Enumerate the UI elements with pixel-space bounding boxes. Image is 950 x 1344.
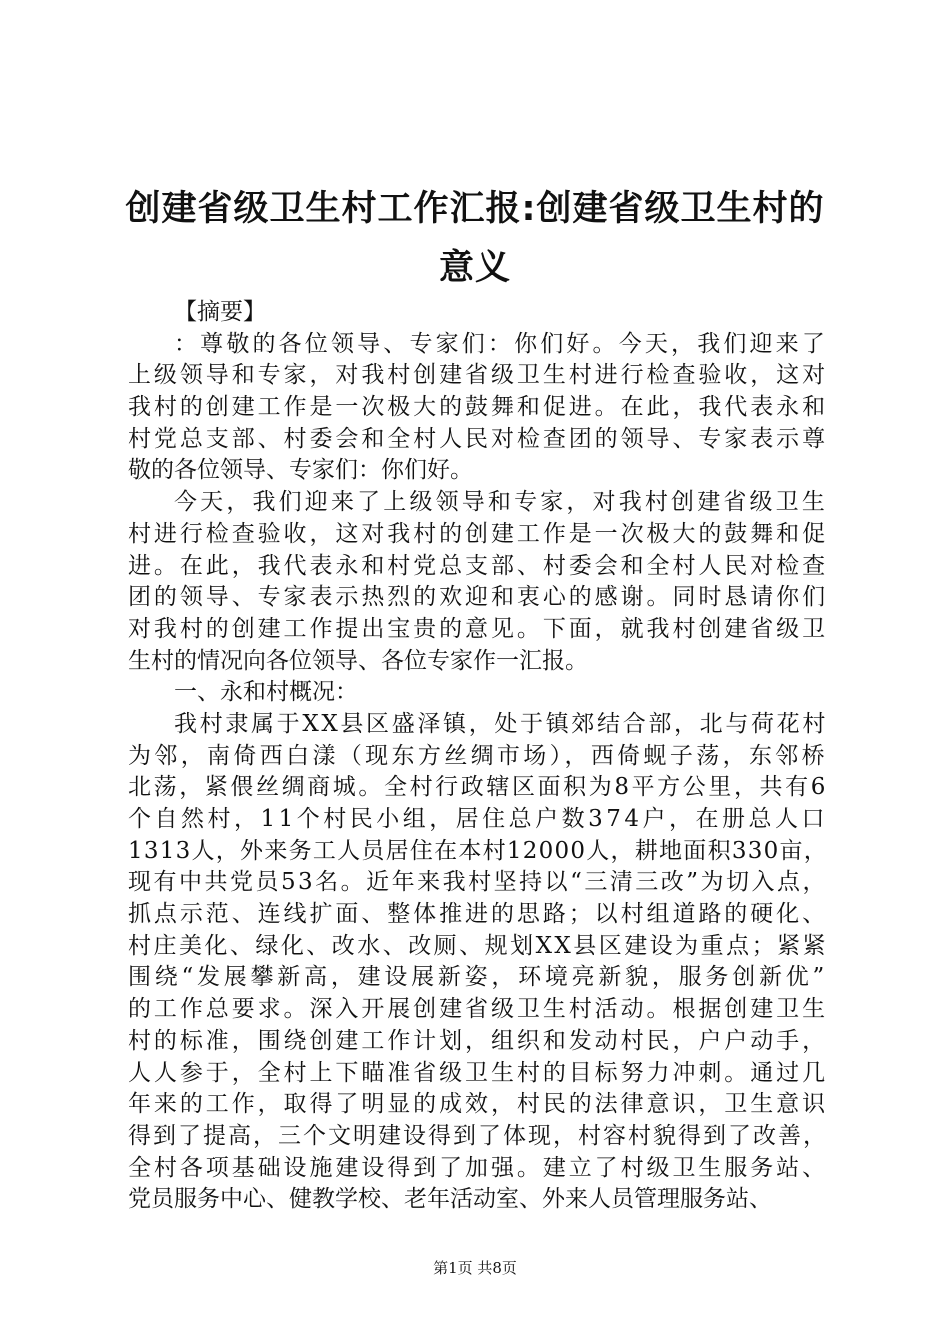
body-line: 党员服务中心、健教学校、老年活动室、外来人员管理服务站、	[128, 1186, 772, 1213]
body-line: 上级领导和专家，对我村创建省级卫生村进行检查验收，这对	[128, 362, 828, 389]
body-line: 村的标准，围绕创建工作计划，组织和发动村民，户户动手，	[128, 1027, 828, 1054]
body-line: 全村各项基础设施建设得到了加强。建立了村级卫生服务站、	[128, 1154, 828, 1181]
body-line: 抓点示范、连线扩面、整体推进的思路；以村组道路的硬化、	[128, 901, 828, 928]
body-line: 年来的工作，取得了明显的成效，村民的法律意识，卫生意识	[128, 1091, 828, 1118]
body-line: 今天，我们迎来了上级领导和专家，对我村创建省级卫生	[174, 489, 828, 516]
body-line: 围绕“发展攀新高，建设展新姿，环境亮新貌，服务创新优”	[128, 964, 828, 991]
body-line: 【摘要】	[174, 299, 266, 325]
body-line: 村党总支部、村委会和全村人民对检查团的领导、专家表示尊	[128, 425, 828, 452]
body-line: 人人参于，全村上下瞄准省级卫生村的目标努力冲刺。通过几	[128, 1059, 828, 1086]
body-line: 我村隶属于XX县区盛泽镇，处于镇郊结合部，北与荷花村	[174, 710, 828, 737]
body-line: 对我村的创建工作提出宝贵的意见。下面，就我村创建省级卫	[128, 615, 828, 642]
body-line: ：尊敬的各位领导、专家们：你们好。今天，我们迎来了	[174, 330, 828, 357]
body-line: 为邻，南倚西白漾（现东方丝绸市场），西倚蚬子荡，东邻桥	[128, 742, 828, 769]
body-line: 的工作总要求。深入开展创建省级卫生村活动。根据创建卫生	[128, 996, 828, 1023]
page-footer: 第1页 共8页	[433, 1259, 517, 1277]
document-title-line-2: 意义	[438, 248, 511, 288]
body-line: 现有中共党员53名。近年来我村坚持以“三清三改”为切入点，	[128, 869, 828, 896]
document-body	[128, 297, 828, 1216]
body-line: 敬的各位领导、专家们：你们好。	[128, 457, 473, 484]
body-line: 我村的创建工作是一次极大的鼓舞和促进。在此，我代表永和	[128, 394, 828, 421]
body-line: 得到了提高，三个文明建设得到了体现，村容村貌得到了改善，	[128, 1122, 828, 1149]
body-line: 村进行检查验收，这对我村的创建工作是一次极大的鼓舞和促	[128, 520, 828, 547]
body-line: 1313人，外来务工人员居住在本村12000人，耕地面积330亩，	[128, 837, 828, 864]
body-line: 进。在此，我代表永和村党总支部、村委会和全村人民对检查	[128, 552, 828, 579]
body-line: 团的领导、专家表示热烈的欢迎和衷心的感谢。同时恳请你们	[128, 584, 828, 611]
document-title-line-1: 创建省级卫生村工作汇报:创建省级卫生村的	[125, 189, 825, 229]
body-line: 生村的情况向各位领导、各位专家作一汇报。	[128, 647, 588, 674]
body-line: 个自然村，11个村民小组，居住总户数374户，在册总人口	[128, 806, 828, 832]
body-line: 一、永和村概况：	[174, 679, 358, 706]
body-line: 村庄美化、绿化、改水、改厕、规划XX县区建设为重点；紧紧	[128, 932, 828, 959]
body-line: 北荡，紧偎丝绸商城。全村行政辖区面积为8平方公里，共有6	[128, 774, 828, 801]
